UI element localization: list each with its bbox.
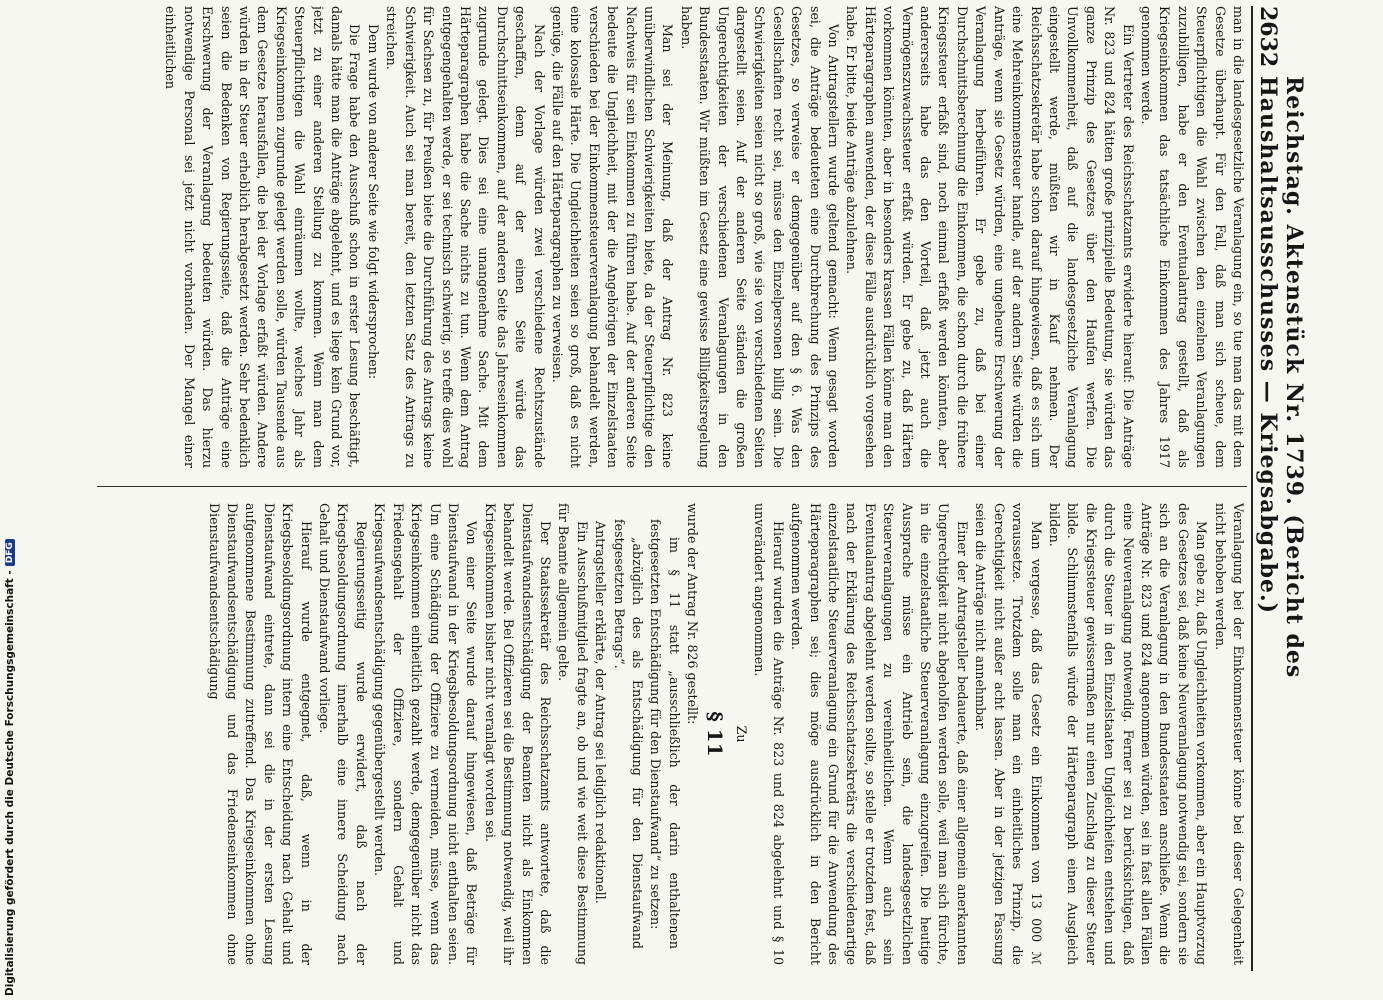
paragraph: Nach der Vorlage würden zwei verschiedene Rechtszustände geschaffen, denn auf der einen Seite würde das Durchschnittseinkommen, auf der anderen Seite das Jahreseinkommen zugrunde gelegt. Dies sei eine unangenehme Sache. Mit dem Härteparagraphen habe die Sache nichts zu tun. Wenn dem Antrag entgegengehalten werde, er sei technisch schwierig, so treffe dies wohl für Sachsen zu, für Preußen biete die Durchführung des Antrags keine Schwierigkeit. Auch sei man bereit, den letzten Satz des Antrags zu streichen. (384, 6, 547, 468)
paragraph: Veranlagung bei der Einkommensteuer könne bei dieser Gelegenheit nicht behoben werden. (1212, 503, 1246, 965)
page-header (1251, 6, 1307, 971)
paragraph: Von Antragstellern wurde geltend gemacht: Wenn gesagt worden sei, die Anträge bedeuteten eine Durchbrechung des Prinzips des Gesetzes, so verweise er demgegenüber auf den § 6. Was den Gesellschaften recht sei, müsse den Einzelpersonen billig sein. Die Schwierigkeiten seien nicht so groß, wie sie von verschiedenen Seiten dargestellt seien. Auf der anderen Seite ständen die großen Ungerechtigkeiten der verschiedenen Veranlagungen in den Bundesstaaten. Wir müßten im Gesetz eine gewisse Billigkeitsregelung haben. (678, 6, 842, 468)
page-number: 2632 (1255, 6, 1281, 68)
motion-body: im § 11 statt „ausschließlich der darin enthaltenen festgesetzten Entschädigung für den Dienstaufwand“ zu setzen: (648, 519, 682, 949)
section-heading: § 11 (702, 711, 727, 757)
credit-text: Digitalisierung gefördert durch die Deutsche Forschungsgemeinschaft - (4, 570, 16, 996)
paragraph: Der Staatssekretär des Reichsschatzamts antwortete, daß die Dienstaufwandsentschädigung der Beamten nicht als Einkommen behandelt werde. Bei Offizieren sei die Bestimmung notwendig, weil ihr Kriegseinkommen bisher nicht veranlagt worden sei. (482, 503, 553, 965)
paragraph: Man sei der Meinung, daß der Antrag Nr. 823 keine unüberwindlichen Schwierigkeiten biete, da der Steuerpflichtige den Nachweis für sein Einkommen zu führen habe. Auf der anderen Seite bedeute die Ungleichheit, mit der die Angehörigen der Einzelstaaten verschieden bei der Einkommensteuerveranlagung behandelt werden, eine kolossale Härte. Die Ungleichheiten seien so groß, daß es nicht genüge, die Fälle auf den Härteparagraphen zu verweisen. (549, 6, 676, 468)
paragraph: man in die landesgesetzliche Veranlagung ein, so tue man das mit dem Gesetze überhaupt. Für den Fall, daß man sich scheue, dem Steuerpflichtigen die Wahl zwischen den einzelnen Veranlagungen zuzubilligen, habe er den Eventualantrag gestellt, daß als Kriegseinkommen das tatsächliche Einkommen des Jahres 1917 genommen werde. (1138, 6, 1246, 468)
paragraph: Dem wurde von anderer Seite wie folgt widersprochen: (365, 24, 381, 380)
zu-label: Zu (734, 725, 750, 743)
paragraph: Hierauf wurden die Anträge Nr. 823 und 824 abgelehnt und § 10 unverändert angenommen. (752, 503, 786, 965)
digitization-credit (4, 539, 16, 996)
paragraph: Ein Vertreter des Reichsschatzamts erwiderte hierauf: Die Anträge Nr. 823 und 824 hätten große prinzipielle Bedeutung, sie würden das ganze Prinzip des Gesetzes über den Haufen werfen. Die Unvollkommenheit, daß auf die landesgesetzliche Veranlagung eingestellt werde, müßten wir in Kauf nehmen. Der Reichsschatzsekretär habe schon darauf hingewiesen, daß es sich um eine Mehreinkommensteuer handle, auf der andern Seite würden die Anträge, wenn sie Gesetz würden, eine ungeheure Erschwerung der Veranlagung herbeiführen. Er gebe zu, daß bei einer Durchschnittsberechnung die Einkommen, die schon durch die frühere Kriegssteuer erfaßt sind, noch einmal erfaßt werden könnten, aber andererseits habe das den Vorteil, daß jetzt auch die Vermögenszuwachssteuer erfaßt würden. Er gebe zu, daß Härten vorkommen könnten, aber in besonders krassen Fällen könne man den Härteparagraphen anwenden, der diese Fälle ausdrücklich vorgesehen habe. Er bitte, beide Anträge abzulehnen. (844, 6, 1136, 468)
motion-quote: „abzüglich des als Entschädigung für den Dienstaufwand festgesetzten Betrags“. (611, 519, 645, 949)
running-title: Reichstag. Aktenstück Nr. 1739. (Bericht des Haushaltsausschusses — Kriegsabgabe.) (1255, 76, 1307, 679)
left-column (87, 6, 1247, 468)
paragraph: Regierungsseitig wurde erwidert, daß nach der Kriegsbesoldungsordnung innerhalb eine innere Scheidung nach Gehalt und Dienstaufwand vorliege. (317, 503, 369, 965)
paragraph: Von einer Seite wurde darauf hingewiesen, daß Beträge für Dienstaufwand in der Kriegsbesoldungsordnung nicht enthalten seien. Um eine Schädigung der Offiziere zu vermeiden, müsse, wenn das Kriegseinkommen einheitlich gezahlt werde, demgegenüber nicht das Friedensgehalt der Offiziere, sondern Gehalt und Kriegsaufwandsentschädigung gegenübergestellt werden. (372, 503, 480, 965)
paragraph: Ein Ausschußmitglied fragte an, ob und wie weit diese Bestimmung für Beamte allgemein gelte. (556, 503, 590, 965)
paragraph: Man vergesse, daß das Gesetz ein Einkommen von 13 000 ℳ voraussetze. Trotzdem solle man ein einheitliches Prinzip, die Gerechtigkeit nicht außer acht lassen. Aber in der jetzigen Fassung seien die Anträge nicht annehmbar. (973, 503, 1044, 965)
document-page (75, 6, 1307, 971)
paragraph: Einer der Antragsteller bedauerte, daß einer allgemein anerkannten Ungerechtigkeit nicht abgeholfen werden solle, weil man sich fürchte, in die einzelstaatliche Steuerveranlagung einzugreifen. Die heutige Aussprache müsse ein Antrieb sein, die landesgesetzlichen Steuerveranlagungen zu vereinheitlichen. Wenn auch sein Eventualantrag abgelehnt werden sollte, so stelle er trotzdem fest, daß nach der Erklärung des Reichsschatzsekretärs die verschiedenartige einzelstaatliche Steuerveranlagung ein Grund für die Anwendung des Härteparagraphen sei; dies möge ausdrücklich in den Bericht aufgenommen werden. (789, 503, 970, 965)
paragraph: Hierauf wurde entgegnet, daß, wenn in der Kriegsbesoldungsordnung intern eine Entscheidung nach Gehalt und Dienstaufwand eintrete, dann sei die in der ersten Lesung aufgenommene Bestimmung zutreffend. Das Kriegseinkommen ohne Dienstaufwandsentschädigung und das Friedenseinkommen ohne Dienstaufwandsentschädigung (206, 503, 314, 965)
paragraph: Man gebe zu, daß Ungleichheiten vorkommen, aber ein Hauptvorzug des Gesetzes sei, daß keine Neuveranlagung notwendig sei, sondern sie sich an die Veranlagung in den Bundesstaaten anschließe. Wenn die Anträge Nr. 823 und 824 angenommen würden, sei in fast allen Fällen eine Neuveranlagung notwendig. Ferner sei zu berücksichtigen, daß durch die Steuer in den Einzelstaaten Ungleichheiten entstehen und die Kriegssteuer gewissermaßen nur einen Zuschlag zu dieser Steuer bilde. Schlimmstenfalls würde der Härteparagraph einen Ausgleich bilden. (1046, 503, 1210, 965)
motion-note: Antragsteller erklärte, der Antrag sei lediglich redaktionell. (593, 521, 609, 904)
motion-intro: wurde der Antrag Nr. 826 gestellt: (685, 503, 701, 725)
paragraph: Die Frage habe den Ausschuß schon in erster Lesung beschäftigt, damals hätte man die Anträge abgelehnt, und es liege kein Grund vor, jetzt zu einer anderen Stellung zu kommen. Wenn man dem Steuerpflichtigen die Wahl einräumen wollte, welches Jahr als Kriegseinkommen zugrunde gelegt werden solle, würden Tausende aus dem Gesetze herausfallen, die bei der Vorlage erfaßt würden. Andere würden in der Steuer erheblich herabgesetzt werden. Sehr bedenklich seien die Bedenken von Regierungsseite, daß die Anträge eine Erschwerung der Veranlagung bedeuten würden. Das hierzu notwendige Personal sei jetzt nicht vorhanden. Der Mangel einer einheitlichen (163, 6, 363, 468)
right-column (87, 503, 1247, 965)
column-divider (97, 486, 1247, 487)
dfg-logo: DFG (5, 539, 15, 566)
